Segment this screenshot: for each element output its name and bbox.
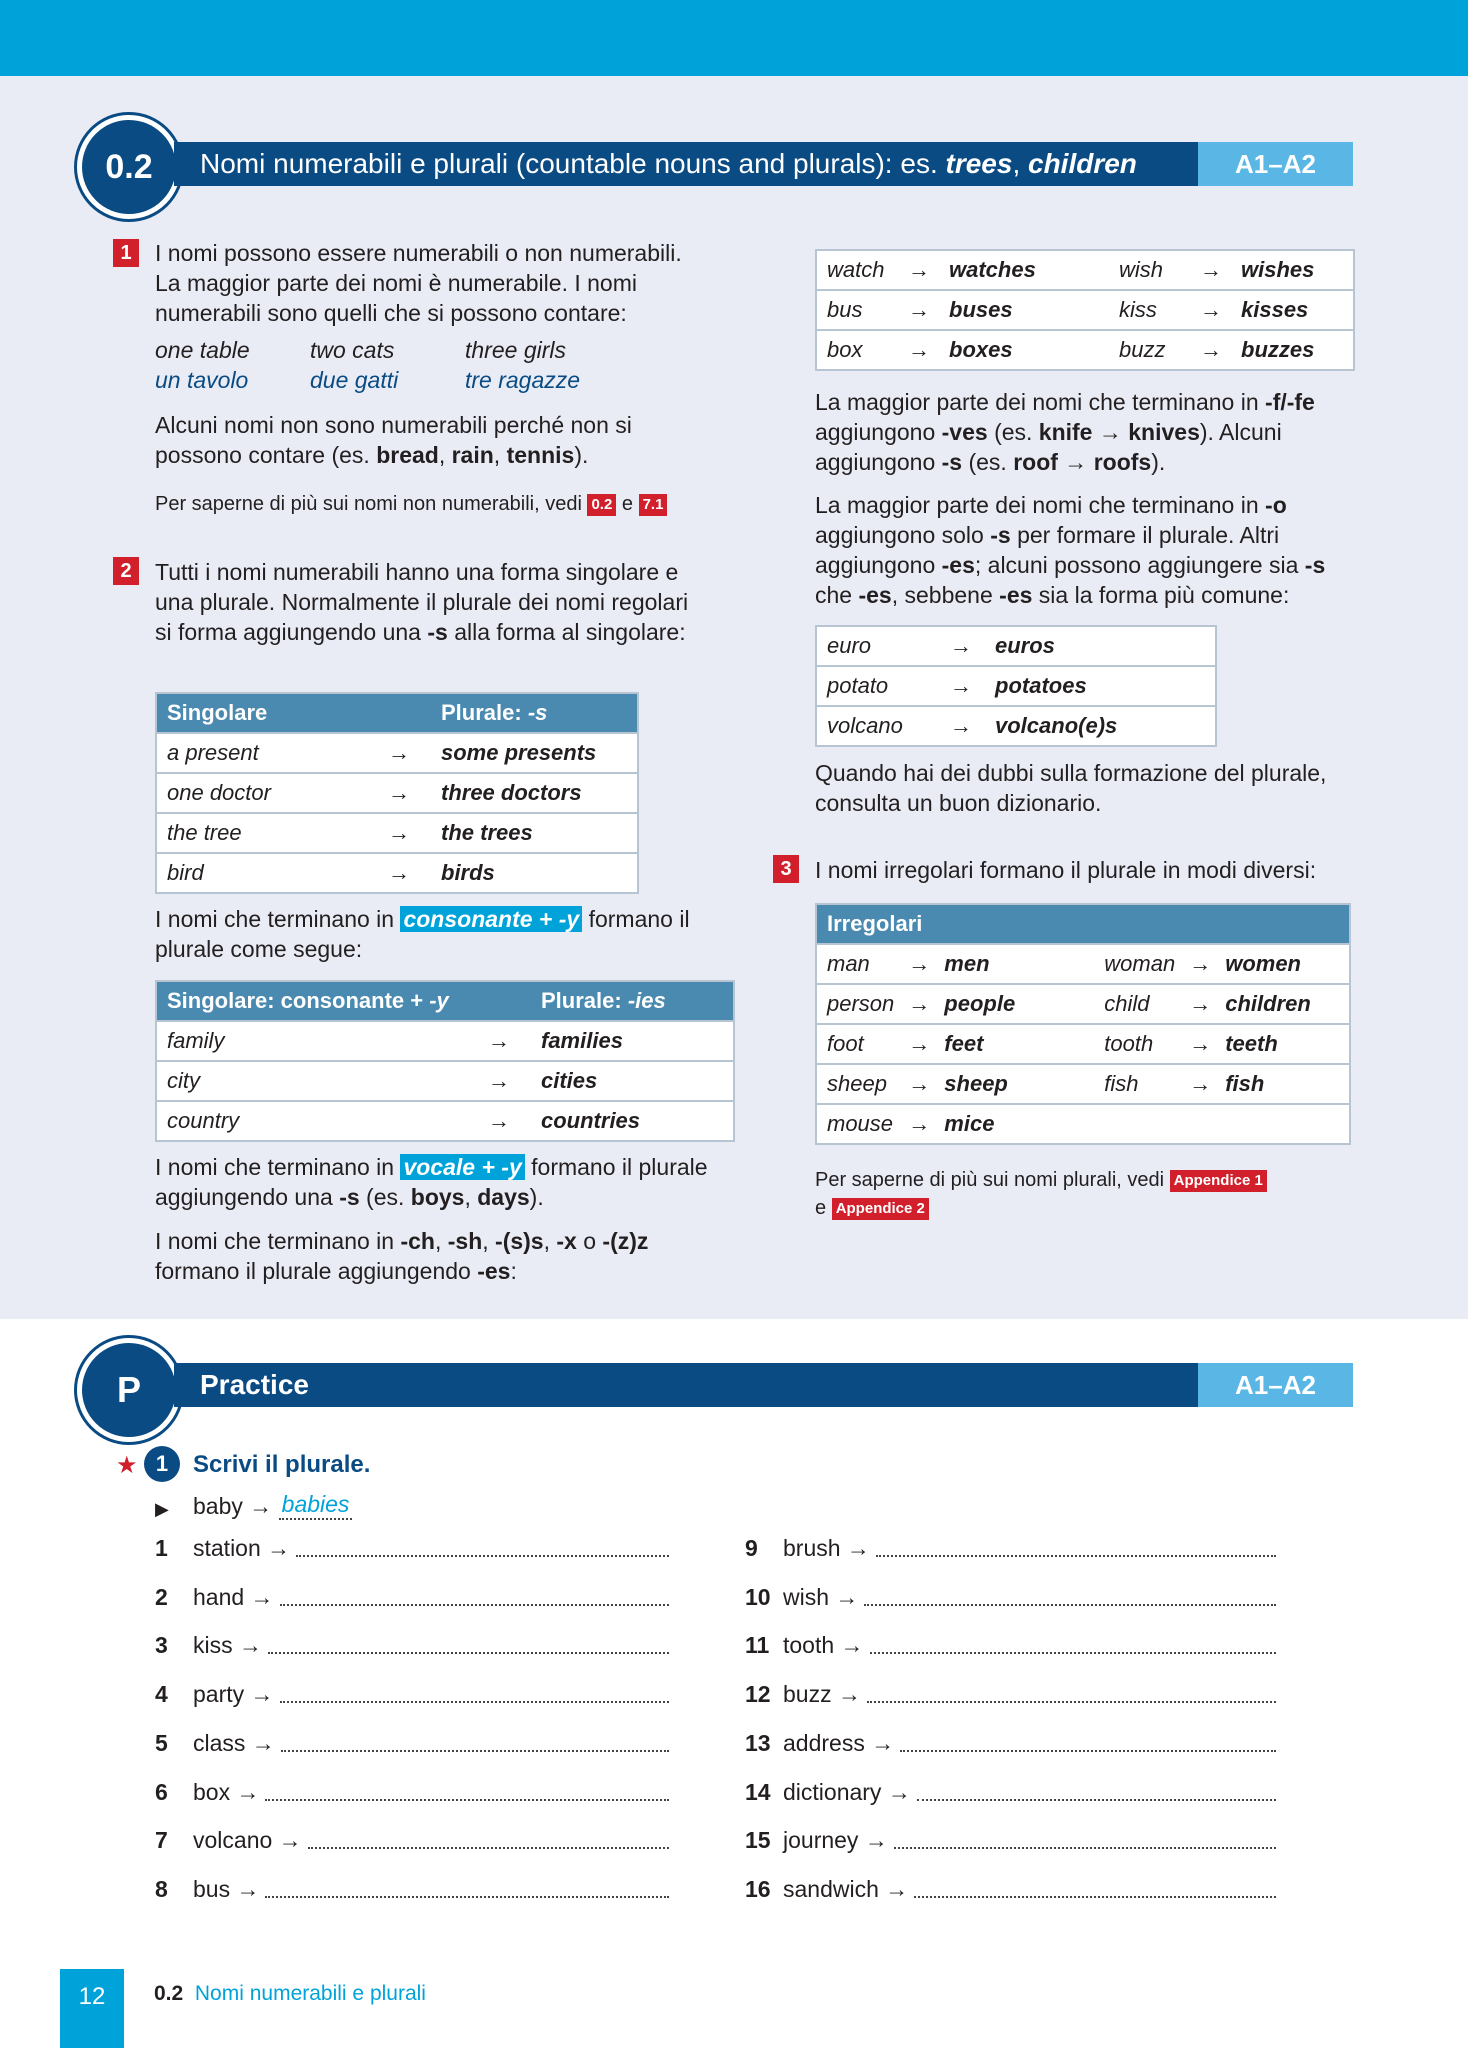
exercise-item: 10 wish →: [745, 1581, 1276, 1611]
answer-blank[interactable]: [876, 1554, 1276, 1557]
item-number: 7: [155, 1827, 168, 1854]
star-icon: ★: [116, 1452, 138, 1479]
item-number: 12: [745, 1681, 771, 1708]
exercise-item: 4 party →: [155, 1678, 669, 1708]
item-number: 8: [155, 1875, 168, 1902]
table-row: person → people child → children: [816, 984, 1350, 1024]
exercise-number: 1: [144, 1446, 180, 1482]
table-row: watch → watches wish → wishes: [827, 257, 1315, 282]
play-icon: ▶: [155, 1499, 169, 1519]
item-word: volcano: [193, 1827, 273, 1854]
item-word: brush: [783, 1535, 841, 1561]
example-it: un tavolo: [155, 367, 249, 393]
consonant-y-text: I nomi che terminano in consonante + -y formano il plurale come segue:: [155, 906, 690, 962]
answer-blank[interactable]: [917, 1798, 1276, 1801]
item-word: class: [193, 1729, 246, 1756]
vowel-y-text: I nomi che terminano in vocale + -y formano il plurale aggiungendo una -s (es. boys, days).: [155, 1154, 708, 1210]
table-row: family → families: [156, 1021, 734, 1061]
item-word: box: [193, 1778, 231, 1805]
exercise-item: 2 hand →: [155, 1581, 669, 1611]
answer-blank[interactable]: [281, 1749, 669, 1752]
exercise-item: 16 sandwich →: [745, 1873, 1276, 1903]
table-row: country → countries: [156, 1101, 734, 1141]
exercise-title: Scrivi il plurale.: [193, 1451, 371, 1478]
exercise-item: 3 kiss →: [155, 1629, 669, 1659]
table-row: sheep → sheep fish → fish: [816, 1064, 1350, 1104]
answer-blank[interactable]: [280, 1603, 669, 1606]
ref-tag[interactable]: 0.2: [587, 494, 616, 516]
table-row: volcano → volcano(e)s: [816, 706, 1216, 746]
answer-blank[interactable]: [296, 1554, 669, 1557]
item-number: 13: [745, 1729, 771, 1756]
exercise-item: 11 tooth →: [745, 1629, 1276, 1659]
table-header: Irregolari: [816, 904, 1350, 944]
answer-blank[interactable]: [308, 1846, 669, 1849]
table-row: box → boxes buzz → buzzes: [816, 330, 1354, 370]
table-header: Plurale: -ies: [531, 981, 734, 1021]
example-en: three girls: [465, 337, 566, 363]
item-word: hand: [193, 1583, 245, 1610]
point-2-text: Tutti i nomi numerabili hanno una forma singolare e una plurale. Normalmente il plurale dei nomi regolari si forma aggiungendo una -s alla forma al singolare:: [155, 559, 689, 645]
item-word: bus: [193, 1875, 231, 1902]
dictionary-advice: Quando hai dei dubbi sulla formazione del plurale, consulta un buon dizionario.: [815, 760, 1327, 816]
table-header: Singolare: [156, 693, 367, 733]
item-word: address: [783, 1729, 865, 1756]
table-row: euro → euros: [827, 633, 1055, 658]
example-item: ▶ baby → babies: [155, 1490, 352, 1520]
item-number: 1: [155, 1535, 168, 1561]
exercise-item: 7 volcano →: [155, 1824, 669, 1854]
item-number: 11: [745, 1632, 770, 1659]
table-row: bird → birds: [156, 853, 638, 893]
point-2-number: 2: [113, 557, 139, 585]
item-word: tooth: [783, 1632, 835, 1659]
item-word: wish: [783, 1583, 830, 1610]
section-title: Nomi numerabili e plurali (countable nouns and plurals): es. trees, children: [200, 148, 1137, 179]
section-level-badge: A1–A2: [1198, 142, 1353, 186]
item-number: 10: [745, 1583, 771, 1610]
answer-blank[interactable]: [867, 1700, 1276, 1703]
item-number: 5: [155, 1729, 168, 1756]
f-fe-text: La maggior parte dei nomi che terminano in -f/-fe aggiungono -ves (es. knife → knives). Alcuni aggiungono -s (es. roof → roofs).: [815, 389, 1315, 475]
exercise-item: 15 journey →: [745, 1824, 1276, 1854]
table-row: one doctor → three doctors: [156, 773, 638, 813]
exercise-item: 1 station →: [155, 1532, 669, 1562]
consonant-y-table: [155, 980, 735, 1142]
answer-blank[interactable]: [914, 1895, 1276, 1898]
table-header: Singolare: consonante + -y: [156, 981, 467, 1021]
item-word: kiss: [193, 1632, 233, 1659]
item-number: 3: [155, 1632, 168, 1659]
uncountable-text: Alcuni nomi non sono numerabili perché non si possono contare (es. bread, rain, tennis).: [155, 412, 632, 468]
item-word: dictionary: [783, 1778, 882, 1805]
regular-plural-table: [155, 692, 639, 894]
example-en: one table: [155, 337, 250, 363]
point-1-number: 1: [113, 239, 139, 267]
item-number: 4: [155, 1681, 168, 1708]
answer-blank[interactable]: [864, 1603, 1276, 1606]
answer-blank[interactable]: [280, 1700, 669, 1703]
answer-blank[interactable]: [894, 1846, 1276, 1849]
answer-blank[interactable]: [265, 1895, 669, 1898]
irregular-plural-table: [815, 903, 1351, 1145]
example-en: two cats: [310, 337, 395, 363]
ch-sh-text: I nomi che terminano in -ch, -sh, -(s)s, -x o -(z)z formano il plurale aggiungendo -es:: [155, 1228, 649, 1284]
plural-reference: Per saperne di più sui nomi plurali, vedi Appendice 1 e Appendice 2: [815, 1166, 1360, 1222]
o-ending-text: La maggior parte dei nomi che terminano in -o aggiungono solo -s per formare il plurale. Altri aggiungono -es; alcuni possono aggiungere sia -s che -es, sebbene -es sia la forma più comune:: [815, 492, 1326, 608]
exercise-item: 13 address →: [745, 1727, 1276, 1757]
footer-title: 0.2 Nomi numerabili e plurali: [154, 1982, 426, 2005]
answer-blank[interactable]: [870, 1651, 1276, 1654]
item-number: 15: [745, 1827, 771, 1854]
practice-level-badge: A1–A2: [1198, 1363, 1353, 1407]
example-it: due gatti: [310, 367, 399, 393]
top-banner: [0, 0, 1468, 76]
answer-blank[interactable]: [265, 1798, 669, 1801]
item-number: 6: [155, 1778, 168, 1805]
point-3-number: 3: [773, 855, 799, 883]
exercise-item: 9 brush →: [745, 1532, 1276, 1562]
example-answer: babies: [279, 1491, 353, 1520]
table-row: city → cities: [156, 1061, 734, 1101]
exercise-item: 12 buzz →: [745, 1678, 1276, 1708]
example-it: tre ragazze: [465, 367, 581, 393]
practice-title-bar: [174, 1363, 1198, 1407]
appendix-tag[interactable]: Appendice 2: [832, 1198, 929, 1220]
exercise-item: 6 box →: [155, 1776, 669, 1806]
point-3-text: I nomi irregolari formano il plurale in modi diversi:: [815, 857, 1317, 883]
item-word: party: [193, 1681, 245, 1708]
answer-blank[interactable]: [900, 1749, 1276, 1752]
table-row: the tree → the trees: [156, 813, 638, 853]
appendix-tag[interactable]: Appendice 1: [1170, 1170, 1267, 1192]
item-number: 9: [745, 1535, 758, 1561]
practice-badge: P: [77, 1338, 181, 1442]
item-number: 16: [745, 1875, 771, 1902]
point-1-text: I nomi possono essere numerabili o non numerabili. La maggior parte dei nomi è numerabile. I nomi numerabili sono quelli che si possono contare:: [155, 240, 682, 326]
answer-blank[interactable]: [268, 1651, 669, 1654]
table-row: a present → some presents: [156, 733, 638, 773]
table-header: Plurale: -s: [431, 693, 638, 733]
section-title-bar: [174, 142, 1198, 186]
table-row: bus → buses kiss → kisses: [816, 290, 1354, 330]
item-word: journey: [783, 1827, 859, 1854]
table-row: mouse → mice: [816, 1104, 1350, 1144]
practice-title: Practice: [200, 1369, 309, 1400]
item-word: station: [193, 1535, 261, 1561]
es-plural-table: [815, 249, 1355, 371]
item-word: sandwich: [783, 1875, 879, 1902]
exercise-item: 5 class →: [155, 1727, 669, 1757]
uncountable-reference: Per saperne di più sui nomi non numerabili, vedi 0.2 e 7.1: [155, 489, 715, 519]
item-number: 14: [745, 1778, 771, 1805]
o-plural-table: [815, 625, 1217, 747]
exercise-item: 14 dictionary →: [745, 1776, 1276, 1806]
ref-tag[interactable]: 7.1: [639, 494, 668, 516]
countable-examples: [155, 335, 620, 395]
item-number: 2: [155, 1583, 168, 1610]
section-number-badge: 0.2: [77, 115, 181, 219]
item-word: buzz: [783, 1681, 832, 1708]
page-number: 12: [60, 1969, 124, 2048]
table-row: potato → potatoes: [816, 666, 1216, 706]
table-row: foot → feet tooth → teeth: [816, 1024, 1350, 1064]
exercise-item: 8 bus →: [155, 1873, 669, 1903]
table-row: man → men woman → women: [816, 944, 1350, 984]
